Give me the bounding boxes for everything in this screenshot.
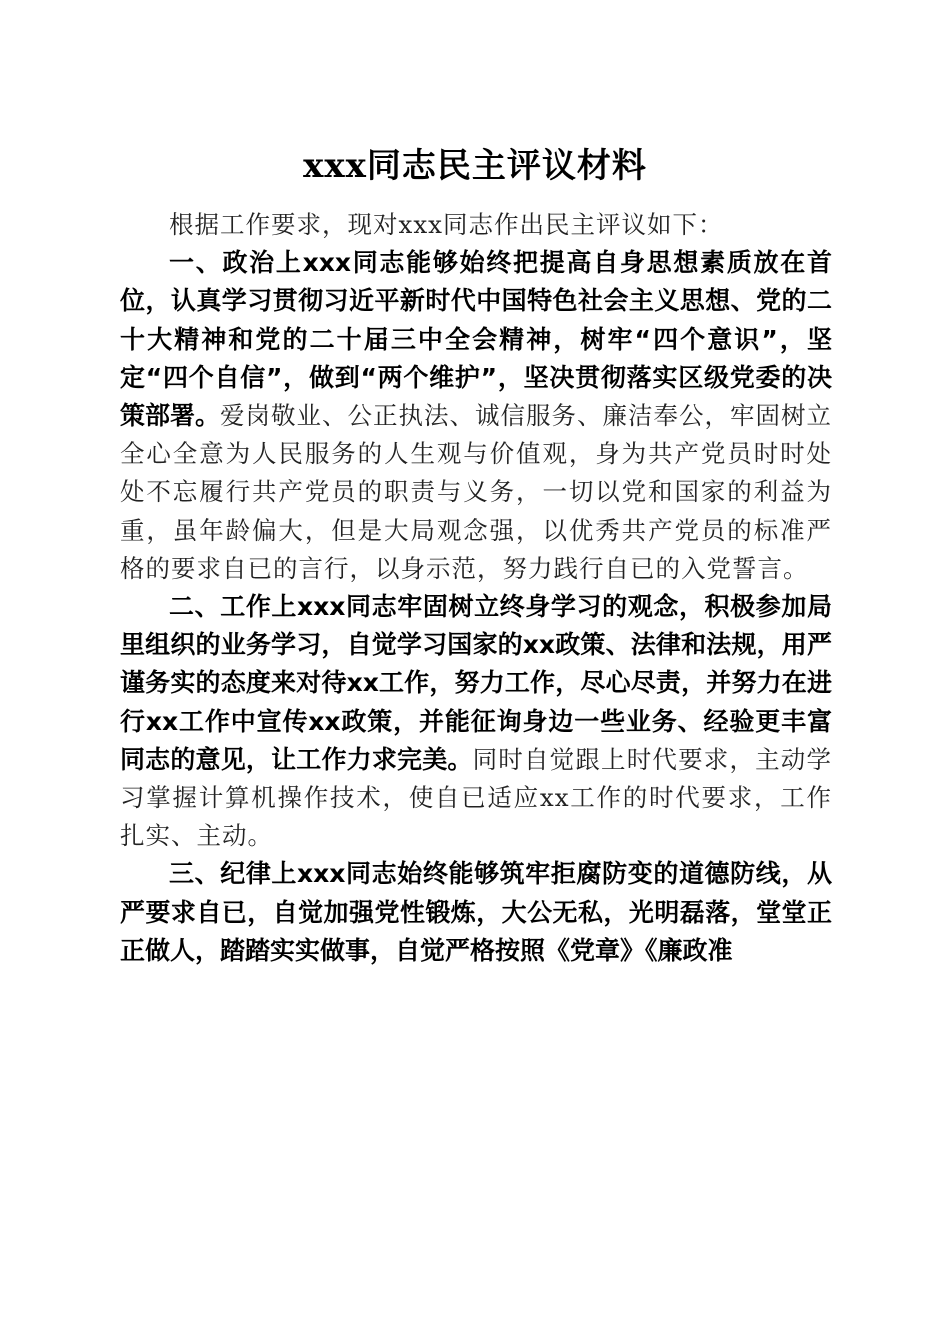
intro-paragraph: 根据工作要求，现对xxx同志作出民主评议如下： xyxy=(169,210,724,239)
section-2-heading: 二、工作上xxx同志牢固树立终身学习的观念，积极参加局里组织的业务学习，自觉学习国家的xx政策、法律和法规，用严谨务实的态度来对待xx工作，努力工作，尽心尽责，并努力在进行xx工作中宣传xx政策，并能征询身边一些业务、经验更丰富同志的意见，让工作力求完美。 xyxy=(120,592,832,774)
section-3-paragraph xyxy=(120,855,832,970)
document-body xyxy=(120,206,832,970)
document-title: xxx同志民主评议材料 xyxy=(303,146,647,186)
section-2-paragraph xyxy=(120,588,832,855)
section-1-paragraph xyxy=(120,244,832,588)
section-1-heading: 一、政治上xxx同志能够始终把提高自身思想素质放在首位，认真学习贯彻习近平新时代中国特色社会主义思想、党的二十大精神和党的二十届三中全会精神，树牢“四个意识”，坚定“四个自信”，做到“两个维护”，坚决贯彻落实区级党委的决策部署。 xyxy=(120,248,832,431)
section-3-heading: 三、纪律上xxx同志始终能够筑牢拒腐防变的道德防线，从严要求自已，自觉加强党性锻炼，大公无私，光明磊落，堂堂正正做人，踏踏实实做事，自觉严格按照《党章》《廉政准 xyxy=(120,859,832,965)
section-1-text: 爱岗敬业、公正执法、诚信服务、廉洁奉公，牢固树立全心全意为人民服务的人生观与价值观，身为共产党员时时处处不忘履行共产党员的职责与义务，一切以党和国家的利益为重，虽年龄偏大，但是大局观念强，以优秀共产党员的标准严格的要求自已的言行，以身示范，努力践行自已的入党誓言。 xyxy=(120,401,833,583)
section-2-text: 同时自觉跟上时代要求，主动学习掌握计算机操作技术，使自已适应xx工作的时代要求，工作扎实、主动。 xyxy=(120,744,832,851)
